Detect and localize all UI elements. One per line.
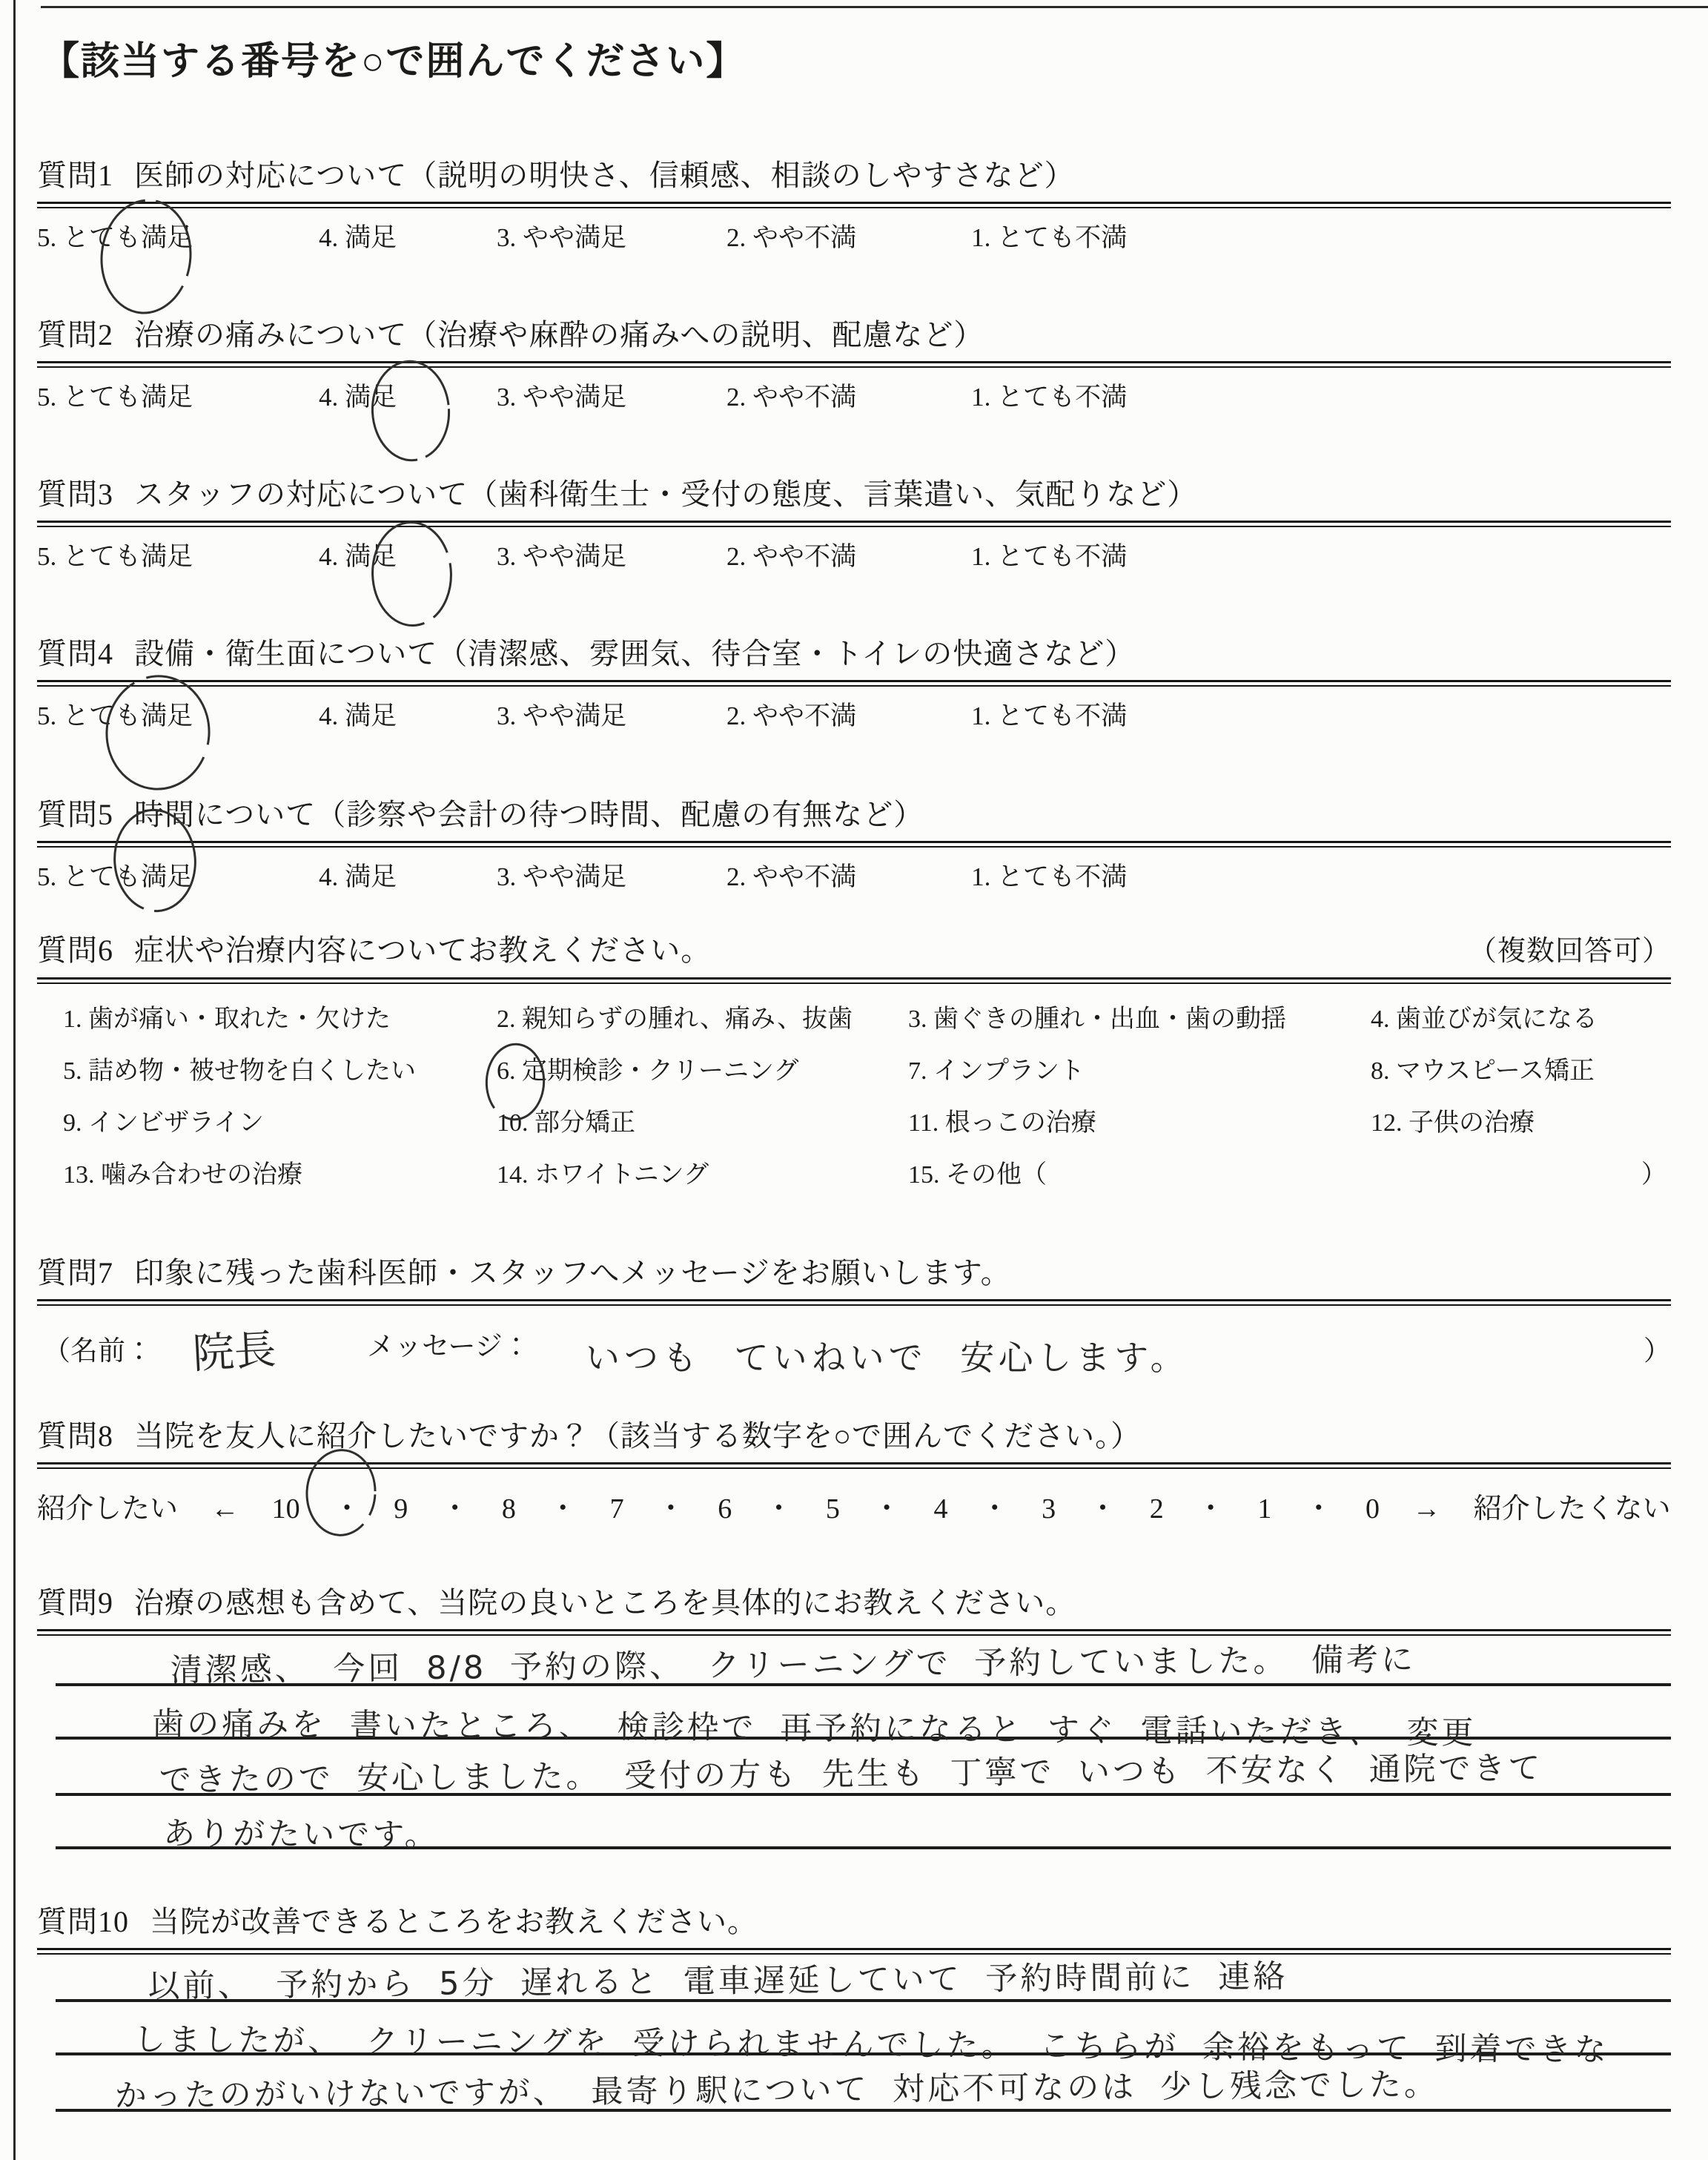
symptom-item-5: 5. 詰め物・被せ物を白くしたい (63, 1057, 416, 1085)
writing-line (56, 1796, 1671, 1855)
symptom-grid (37, 1005, 1671, 1190)
question-5-title: 時間について（診察や会計の待つ時間、配慮の有無など） (134, 798, 924, 831)
nps-value-1: 1 (1257, 1493, 1272, 1525)
question-4-heading (37, 634, 1671, 674)
rating-option-1: 1. とても不満 (971, 862, 1128, 891)
nps-scale-row (37, 1485, 1671, 1526)
heading-rule (37, 202, 1671, 208)
handwritten-text: かったのがいけないですが、 最寄り駅について 対応不可なのは 少し残念でした。 (114, 2066, 1440, 2115)
nps-right-label: 紹介したくない (1473, 1493, 1671, 1525)
rating-option-2: 2. やや不満 (726, 862, 857, 891)
handwritten-name: 院長 (191, 1326, 277, 1378)
symptom-item-11: 11. 根っこの治療 (908, 1109, 1096, 1137)
question-4-label: 質問4 (37, 637, 113, 670)
rating-option-4: 4. 満足 (319, 383, 397, 412)
question-2-options (37, 381, 1671, 414)
rating-option-1: 1. とても不満 (971, 542, 1128, 571)
question-1-heading (37, 156, 1671, 196)
nps-value-4: 4 (933, 1493, 948, 1525)
question-1-label: 質問1 (37, 159, 113, 192)
writing-line (56, 1955, 1671, 2005)
form-title: 【該当する番号を○で囲んでください】 (41, 41, 747, 83)
rating-option-2: 2. やや不満 (726, 223, 857, 252)
nps-separator: ・ (549, 1493, 577, 1525)
symptom-item-9: 9. インビザライン (63, 1109, 264, 1137)
question-7-heading (37, 1253, 1671, 1293)
question-3-title: スタッフの対応について（歯科衛生士・受付の態度、言葉遣い、気配りなど） (134, 478, 1198, 511)
rating-option-4: 4. 満足 (319, 701, 397, 730)
rating-option-3: 3. やや満足 (497, 701, 627, 730)
question-10-title: 当院が改善できるところをお教えください。 (150, 1905, 758, 1938)
writing-line (56, 2002, 1671, 2069)
heading-rule (37, 680, 1671, 687)
rating-option-1: 1. とても不満 (971, 383, 1128, 412)
nps-separator: ・ (873, 1493, 901, 1525)
question-block-3 (37, 475, 1671, 573)
handwritten-text: 歯の痛みを 書いたところ、 検診枠で 再予約になると すぐ 電話いただき、 変更 (152, 1705, 1477, 1752)
question-4-options (37, 700, 1671, 733)
rating-option-2: 2. やや不満 (726, 542, 857, 571)
question-1-title: 医師の対応について（説明の明快さ、信頼感、相談のしやすさなど） (134, 159, 1075, 192)
handwritten-text: ありがたいです。 (163, 1815, 440, 1855)
question-5-label: 質問5 (37, 798, 113, 831)
heading-rule (37, 521, 1671, 527)
answer-circle (92, 192, 200, 322)
symptom-item-10: 10. 部分矯正 (497, 1109, 635, 1137)
heading-rule (37, 1462, 1671, 1469)
answer-circle (367, 518, 456, 630)
rating-option-3: 3. やや満足 (497, 383, 627, 412)
handwritten-message: いつも ていねいで 安心します。 (586, 1338, 1189, 1378)
nps-value-10: 10 (271, 1493, 300, 1525)
question-block-7 (37, 1253, 1671, 1419)
name-field-label: （名前： (43, 1336, 153, 1367)
symptom-item-3: 3. 歯ぐきの腫れ・出血・歯の動揺 (908, 1005, 1286, 1033)
nps-separator: ・ (1196, 1493, 1225, 1525)
rating-option-2: 2. やや不満 (726, 383, 857, 412)
symptom-item-6: 6. 定期検診・クリーニング (497, 1057, 799, 1085)
symptom-item-8: 8. マウスピース矯正 (1371, 1057, 1595, 1085)
handwritten-text: しましたが、 クリーニングを 受けられませんでした。 こちらが 余裕をもって 到着できな (133, 2021, 1609, 2069)
question-5-options (37, 861, 1671, 894)
question-block-6 (37, 931, 1671, 1190)
question-block-8 (37, 1416, 1671, 1526)
nps-separator: ・ (764, 1493, 793, 1525)
nps-separator: ・ (1304, 1493, 1333, 1525)
question-block-5 (37, 795, 1671, 894)
arrow-left-icon: ← (211, 1493, 239, 1525)
nps-separator: ・ (980, 1493, 1009, 1525)
question-2-heading (37, 315, 1671, 355)
writing-line (56, 2055, 1671, 2115)
heading-rule (37, 1948, 1671, 1955)
free-answer-area (56, 1636, 1671, 1855)
arrow-right-icon: → (1412, 1493, 1441, 1525)
question-5-heading (37, 795, 1671, 835)
other-close-paren: ） (1641, 1161, 1666, 1189)
nps-separator: ・ (656, 1493, 685, 1525)
writing-line (56, 1686, 1671, 1752)
symptom-item-1: 1. 歯が痛い・取れた・欠けた (63, 1005, 391, 1033)
rating-option-3: 3. やや満足 (497, 223, 627, 252)
question-10-label: 質問10 (37, 1905, 129, 1938)
answer-circle (99, 669, 218, 796)
question-block-9 (37, 1583, 1671, 1855)
rating-option-5: 5. とても満足 (37, 223, 193, 252)
heading-rule (37, 841, 1671, 848)
question-1-options (37, 222, 1671, 254)
question-9-title: 治療の感想も含めて、当院の良いところを具体的にお教えください。 (134, 1586, 1076, 1619)
question-7-label: 質問7 (37, 1256, 113, 1289)
question-block-1 (37, 156, 1671, 254)
question-block-10 (37, 1902, 1671, 2160)
rating-option-4: 4. 満足 (319, 862, 397, 891)
free-answer-area (56, 1955, 1671, 2160)
message-field-row (37, 1319, 1671, 1419)
heading-rule (37, 361, 1671, 368)
scan-edge-left (13, 0, 16, 2160)
symptom-item-14: 14. ホワイトニング (497, 1161, 709, 1189)
symptom-item-4: 4. 歯並びが気になる (1371, 1005, 1598, 1033)
rating-option-2: 2. やや不満 (726, 701, 857, 730)
question-2-title: 治療の痛みについて（治療や麻酔の痛みへの説明、配慮など） (134, 318, 984, 351)
rating-option-3: 3. やや満足 (497, 542, 627, 571)
rating-option-1: 1. とても不満 (971, 701, 1128, 730)
message-field-label: メッセージ： (367, 1332, 530, 1362)
question-8-heading (37, 1416, 1671, 1456)
symptom-item-7: 7. インプラント (908, 1057, 1085, 1085)
nps-value-9: 9 (394, 1493, 408, 1525)
heading-rule (37, 1629, 1671, 1636)
heading-rule (37, 1299, 1671, 1306)
rating-option-3: 3. やや満足 (497, 862, 627, 891)
rating-option-5: 5. とても満足 (37, 383, 193, 412)
scan-edge-top (41, 6, 1708, 8)
symptom-item-13: 13. 噛み合わせの治療 (63, 1161, 302, 1189)
heading-rule (37, 977, 1671, 984)
writing-line (56, 1636, 1671, 1689)
nps-value-5: 5 (825, 1493, 840, 1525)
symptom-item-2: 2. 親知らずの腫れ、痛み、抜歯 (497, 1005, 853, 1033)
question-10-heading (37, 1902, 1671, 1942)
handwritten-text: 以前、 予約から 5分 遅れると 電車遅延していて 予約時間前に 連絡 (148, 1958, 1288, 2005)
question-9-label: 質問9 (37, 1586, 113, 1619)
symptom-item-12: 12. 子供の治療 (1371, 1109, 1535, 1137)
rating-option-4: 4. 満足 (319, 223, 397, 252)
nps-value-3: 3 (1042, 1493, 1056, 1525)
writing-line (56, 2112, 1671, 2160)
rating-option-1: 1. とても不満 (971, 223, 1128, 252)
nps-value-7: 7 (609, 1493, 624, 1525)
question-3-options (37, 541, 1671, 573)
nps-value-2: 2 (1149, 1493, 1164, 1525)
writing-line (56, 1740, 1671, 1799)
rating-option-5: 5. とても満足 (37, 542, 193, 571)
question-6-label: 質問6 (37, 934, 113, 967)
question-block-4 (37, 634, 1671, 733)
nps-value-0: 0 (1366, 1493, 1380, 1525)
handwritten-text: 清潔感、 今回 8/8 予約の際、 クリーニングで 予約していました。 備考に (170, 1641, 1417, 1689)
question-block-2 (37, 315, 1671, 414)
nps-value-8: 8 (501, 1493, 516, 1525)
nps-value-6: 6 (718, 1493, 732, 1525)
question-6-heading (37, 931, 1671, 971)
question-8-label: 質問8 (37, 1419, 113, 1453)
question-4-title: 設備・衛生面について（清潔感、雰囲気、待合室・トイレの快適さなど） (134, 637, 1136, 670)
handwritten-text: できたので 安心しました。 受付の方も 先生も 丁寧で いつも 不安なく 通院できて (159, 1749, 1543, 1799)
rating-option-5: 5. とても満足 (37, 862, 193, 891)
nps-separator: ・ (1088, 1493, 1117, 1525)
rating-option-4: 4. 満足 (319, 542, 397, 571)
symptom-item-15: 15. その他（ (908, 1161, 1047, 1189)
multiple-answers-note: （複数回答可） (1468, 936, 1671, 967)
question-9-heading (37, 1583, 1671, 1623)
close-paren: ） (1644, 1336, 1671, 1367)
question-8-title: 当院を友人に紹介したいですか？（該当する数字を○で囲んでください。） (134, 1419, 1142, 1453)
question-2-label: 質問2 (37, 318, 113, 351)
question-6-title: 症状や治療内容についてお教えください。 (134, 934, 712, 967)
nps-separator: ・ (332, 1493, 361, 1525)
question-3-label: 質問3 (37, 478, 113, 511)
question-7-title: 印象に残った歯科医師・スタッフへメッセージをお願いします。 (134, 1256, 1011, 1289)
rating-option-5: 5. とても満足 (37, 701, 193, 730)
nps-left-label: 紹介したい (37, 1493, 179, 1525)
nps-separator: ・ (440, 1493, 469, 1525)
question-3-heading (37, 475, 1671, 515)
